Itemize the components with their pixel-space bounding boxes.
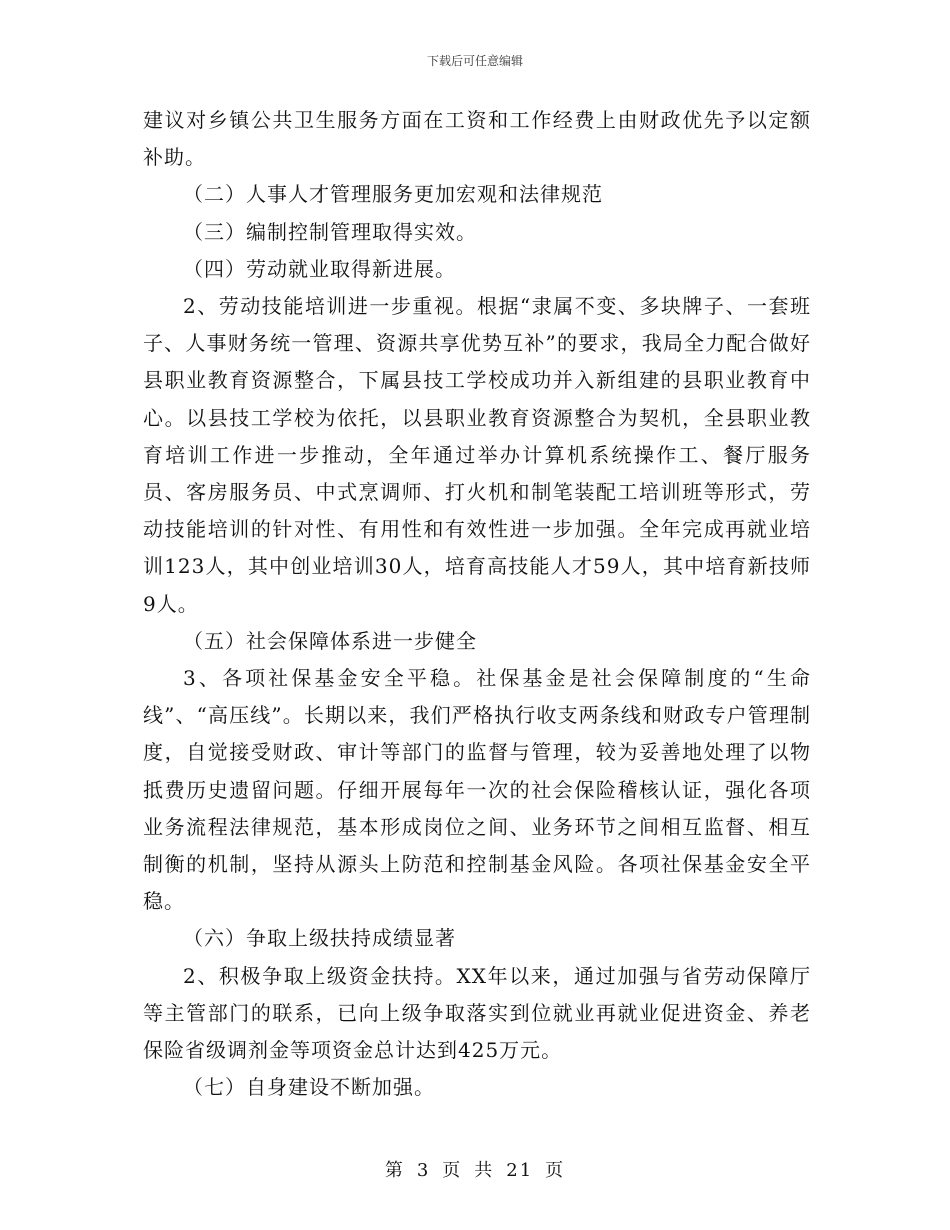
section-heading-7: （七）自身建设不断加强。 [183,1075,435,1100]
document-body [143,102,811,1106]
footer-current-page: 3 [416,1160,431,1181]
section-heading-3: （三）编制控制管理取得实效。 [183,219,477,244]
section-heading-2: （二）人事人才管理服务更加宏观和法律规范 [183,182,603,207]
footer-suffix: 页 [545,1160,566,1181]
paragraph-continuation: 建议对乡镇公共卫生服务方面在工资和工作经费上由财政优先予以定额补助。 [143,108,811,170]
footer-prefix: 第 [384,1160,405,1181]
footer-page-word: 页 [442,1160,463,1181]
section-heading-4: （四）劳动就业取得新进展。 [183,256,456,281]
paragraph-social-security-fund: 3、各项社保基金安全平稳。社保基金是社会保障制度的“生命线”、“高压线”。长期以来，我们严格执行收支两条线和财政专户管理制度，自觉接受财政、审计等部门的监督与管理，较为妥善地处理了以物抵费历史遗留问题。仔细开展每年一次的社会保险稽核认证，强化各项业务流程法律规范，基本形成岗位之间、业务环节之间相互监督、相互制衡的机制，坚持从源头上防范和控制基金风险。各项社保基金安全平稳。 [143,666,811,914]
section-heading-6: （六）争取上级扶持成绩显著 [183,926,456,951]
page-header: 下载后可任意编辑 [426,54,523,68]
section-heading-5: （五）社会保障体系进一步健全 [183,628,477,653]
paragraph-funding-support: 2、积极争取上级资金扶持。XX年以来，通过加强与省劳动保障厅等主管部门的联系，已向上级争取落实到位就业再就业促进资金、养老保险省级调剂金等项资金总计达到425万元。 [143,963,811,1063]
footer-total-word: 共 [474,1160,495,1181]
page-footer [0,1156,950,1182]
footer-total-pages: 21 [506,1160,534,1181]
paragraph-skills-training: 2、劳动技能培训进一步重视。根据“隶属不变、多块牌子、一套班子、人事财务统一管理、资源共享优势互补”的要求，我局全力配合做好县职业教育资源整合，下属县技工学校成功并入新组建的县职业教育中心。以县技工学校为依托，以县职业教育资源整合为契机，全县职业教育培训工作进一步推动，全年通过举办计算机系统操作工、餐厅服务员、客房服务员、中式烹调师、打火机和制笔装配工培训班等形式，劳动技能培训的针对性、有用性和有效性进一步加强。全年完成再就业培训123人，其中创业培训30人，培育高技能人才59人，其中培育新技师9人。 [143,294,811,616]
